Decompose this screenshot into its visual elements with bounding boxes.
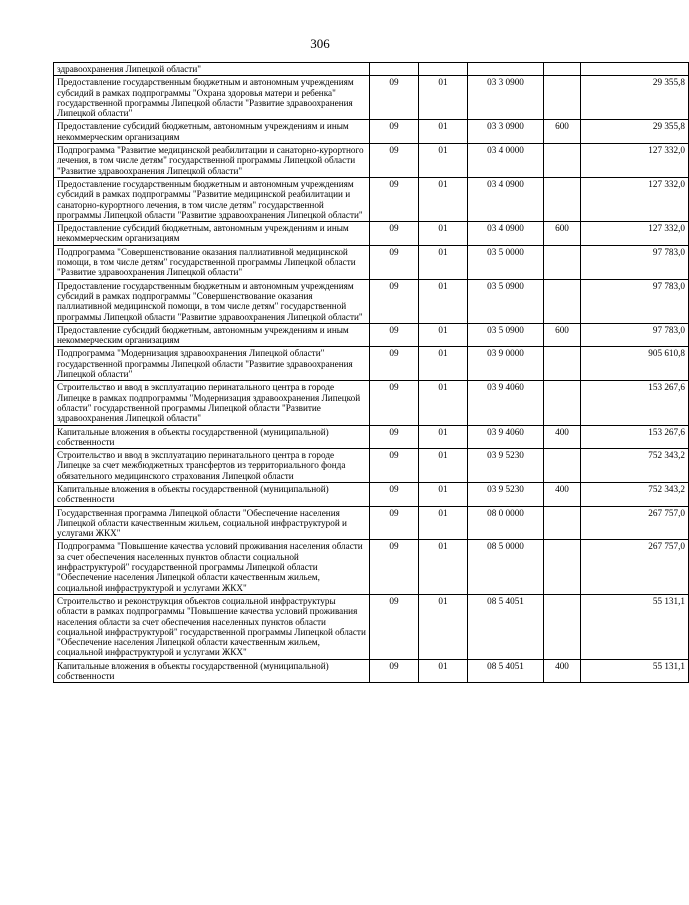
expense-name-cell: Капитальные вложения в объекты государственной (муниципальной) собственности	[54, 482, 370, 506]
section-code-cell: 01	[419, 381, 468, 425]
amount-cell: 127 332,0	[581, 222, 689, 246]
expense-name-cell: Строительство и реконструкция объектов социальной инфраструктуры области в рамках подпрограммы "Повышение качества условий проживания населения области за счет обеспечения населенных пунктов области социальной инфраструктурой" государственной программы Липецкой области "Обеспечение населения Липецкой области качественным жильем, социальной инфраструктурой и услугами ЖКХ"	[54, 594, 370, 659]
expense-type-cell	[544, 245, 581, 279]
expense-name-cell: Государственная программа Липецкой области "Обеспечение населения Липецкой области качественным жильем, социальной инфраструктурой и услугами ЖКХ"	[54, 506, 370, 540]
target-article-cell: 08 0 0000	[468, 506, 544, 540]
target-article-cell: 03 9 5230	[468, 482, 544, 506]
budget-table-body	[54, 63, 689, 683]
expense-name-cell: здравоохранения Липецкой области"	[54, 63, 370, 76]
target-article-cell: 03 4 0000	[468, 144, 544, 178]
ministry-code-cell: 09	[370, 144, 419, 178]
table-row	[54, 594, 689, 659]
target-article-cell: 03 5 0900	[468, 279, 544, 323]
ministry-code-cell: 09	[370, 279, 419, 323]
expense-type-cell	[544, 540, 581, 594]
expense-name-cell: Строительство и ввод в эксплуатацию перинатального центра в городе Липецке за счет межбюджетных трансфертов из территориального фонда обязательного медицинского страхования Липецкой области	[54, 449, 370, 483]
ministry-code-cell: 09	[370, 540, 419, 594]
table-row	[54, 177, 689, 221]
table-row	[54, 245, 689, 279]
ministry-code-cell: 09	[370, 449, 419, 483]
expense-type-cell: 400	[544, 425, 581, 449]
target-article-cell: 03 4 0900	[468, 177, 544, 221]
target-article-cell: 03 5 0000	[468, 245, 544, 279]
amount-cell: 97 783,0	[581, 323, 689, 347]
expense-name-cell: Подпрограмма "Развитие медицинской реабилитации и санаторно-курортного лечения, в том числе детям" государственной программы Липецкой области "Развитие здравоохранения Липецкой области"	[54, 144, 370, 178]
budget-table	[53, 62, 689, 683]
amount-cell: 905 610,8	[581, 347, 689, 381]
target-article-cell: 03 9 4060	[468, 381, 544, 425]
expense-type-cell	[544, 279, 581, 323]
expense-type-cell	[544, 76, 581, 120]
ministry-code-cell: 09	[370, 245, 419, 279]
target-article-cell: 03 9 5230	[468, 449, 544, 483]
section-code-cell: 01	[419, 482, 468, 506]
amount-cell: 97 783,0	[581, 279, 689, 323]
table-row	[54, 222, 689, 246]
target-article-cell: 03 5 0900	[468, 323, 544, 347]
target-article-cell: 08 5 0000	[468, 540, 544, 594]
table-row	[54, 63, 689, 76]
ministry-code-cell: 09	[370, 425, 419, 449]
expense-name-cell: Предоставление субсидий бюджетным, автономным учреждениям и иным некоммерческим организациям	[54, 323, 370, 347]
target-article-cell	[468, 63, 544, 76]
expense-name-cell: Подпрограмма "Совершенствование оказания паллиативной медицинской помощи, в том числе детям" государственной программы Липецкой области "Развитие здравоохранения Липецкой области"	[54, 245, 370, 279]
table-row	[54, 76, 689, 120]
section-code-cell: 01	[419, 245, 468, 279]
target-article-cell: 03 9 0000	[468, 347, 544, 381]
expense-name-cell: Строительство и ввод в эксплуатацию перинатального центра в городе Липецке в рамках подпрограммы "Модернизация здравоохранения Липецкой области" государственной программы Липецкой области "Развитие здравоохранения Липецкой области"	[54, 381, 370, 425]
table-row	[54, 659, 689, 683]
section-code-cell: 01	[419, 279, 468, 323]
section-code-cell: 01	[419, 449, 468, 483]
expense-type-cell	[544, 63, 581, 76]
ministry-code-cell: 09	[370, 323, 419, 347]
expense-type-cell: 600	[544, 120, 581, 144]
amount-cell: 97 783,0	[581, 245, 689, 279]
page-number: 306	[310, 36, 330, 51]
expense-type-cell	[544, 177, 581, 221]
section-code-cell: 01	[419, 506, 468, 540]
table-row	[54, 120, 689, 144]
amount-cell: 153 267,6	[581, 425, 689, 449]
amount-cell: 29 355,8	[581, 120, 689, 144]
target-article-cell: 08 5 4051	[468, 594, 544, 659]
expense-name-cell: Предоставление государственным бюджетным и автономным учреждениям субсидий в рамках подпрограммы "Развитие медицинской реабилитации и санаторно-курортного лечения, в том числе детям" государственной программы Липецкой области "Развитие здравоохранения Липецкой области"	[54, 177, 370, 221]
expense-type-cell: 600	[544, 323, 581, 347]
section-code-cell	[419, 63, 468, 76]
expense-type-cell	[544, 594, 581, 659]
ministry-code-cell: 09	[370, 347, 419, 381]
expense-type-cell	[544, 144, 581, 178]
section-code-cell: 01	[419, 347, 468, 381]
target-article-cell: 03 4 0900	[468, 222, 544, 246]
section-code-cell: 01	[419, 177, 468, 221]
expense-name-cell: Подпрограмма "Модернизация здравоохранения Липецкой области" государственной программы Липецкой области "Развитие здравоохранения Липецкой области"	[54, 347, 370, 381]
section-code-cell: 01	[419, 540, 468, 594]
expense-name-cell: Предоставление субсидий бюджетным, автономным учреждениям и иным некоммерческим организациям	[54, 222, 370, 246]
ministry-code-cell: 09	[370, 381, 419, 425]
amount-cell: 55 131,1	[581, 659, 689, 683]
target-article-cell: 03 9 4060	[468, 425, 544, 449]
expense-name-cell: Капитальные вложения в объекты государственной (муниципальной) собственности	[54, 425, 370, 449]
expense-type-cell	[544, 381, 581, 425]
table-row	[54, 482, 689, 506]
table-row	[54, 279, 689, 323]
expense-type-cell: 400	[544, 482, 581, 506]
ministry-code-cell: 09	[370, 222, 419, 246]
amount-cell	[581, 63, 689, 76]
amount-cell: 752 343,2	[581, 482, 689, 506]
expense-type-cell	[544, 506, 581, 540]
ministry-code-cell: 09	[370, 120, 419, 144]
expense-name-cell: Капитальные вложения в объекты государственной (муниципальной) собственности	[54, 659, 370, 683]
ministry-code-cell: 09	[370, 594, 419, 659]
amount-cell: 153 267,6	[581, 381, 689, 425]
table-row	[54, 347, 689, 381]
expense-type-cell: 600	[544, 222, 581, 246]
amount-cell: 55 131,1	[581, 594, 689, 659]
table-row	[54, 425, 689, 449]
section-code-cell: 01	[419, 323, 468, 347]
expense-name-cell: Предоставление субсидий бюджетным, автономным учреждениям и иным некоммерческим организациям	[54, 120, 370, 144]
target-article-cell: 03 3 0900	[468, 120, 544, 144]
target-article-cell: 08 5 4051	[468, 659, 544, 683]
table-row	[54, 381, 689, 425]
expense-type-cell	[544, 347, 581, 381]
expense-name-cell: Предоставление государственным бюджетным и автономным учреждениям субсидий в рамках подпрограммы "Совершенствование оказания паллиативной медицинской помощи, в том числе детям" государственной программы Липецкой области "Развитие здравоохранения Липецкой области"	[54, 279, 370, 323]
amount-cell: 127 332,0	[581, 144, 689, 178]
expense-type-cell: 400	[544, 659, 581, 683]
target-article-cell: 03 3 0900	[468, 76, 544, 120]
expense-name-cell: Предоставление государственным бюджетным и автономным учреждениям субсидий в рамках подпрограммы "Охрана здоровья матери и ребенка" государственной программы Липецкой области "Развитие здравоохранения Липецкой области"	[54, 76, 370, 120]
section-code-cell: 01	[419, 120, 468, 144]
ministry-code-cell: 09	[370, 76, 419, 120]
section-code-cell: 01	[419, 144, 468, 178]
ministry-code-cell: 09	[370, 659, 419, 683]
expense-type-cell	[544, 449, 581, 483]
table-row	[54, 323, 689, 347]
amount-cell: 127 332,0	[581, 177, 689, 221]
section-code-cell: 01	[419, 659, 468, 683]
table-row	[54, 540, 689, 594]
section-code-cell: 01	[419, 425, 468, 449]
ministry-code-cell: 09	[370, 506, 419, 540]
amount-cell: 267 757,0	[581, 506, 689, 540]
table-row	[54, 506, 689, 540]
table-row	[54, 449, 689, 483]
amount-cell: 29 355,8	[581, 76, 689, 120]
ministry-code-cell: 09	[370, 177, 419, 221]
section-code-cell: 01	[419, 594, 468, 659]
ministry-code-cell	[370, 63, 419, 76]
amount-cell: 267 757,0	[581, 540, 689, 594]
amount-cell: 752 343,2	[581, 449, 689, 483]
ministry-code-cell: 09	[370, 482, 419, 506]
section-code-cell: 01	[419, 222, 468, 246]
section-code-cell: 01	[419, 76, 468, 120]
expense-name-cell: Подпрограмма "Повышение качества условий проживания населения области за счет обеспечения населенных пунктов области социальной инфраструктурой" государственной программы Липецкой области "Обеспечение населения Липецкой области качественным жильем, социальной инфраструктурой и услугами ЖКХ"	[54, 540, 370, 594]
table-row	[54, 144, 689, 178]
